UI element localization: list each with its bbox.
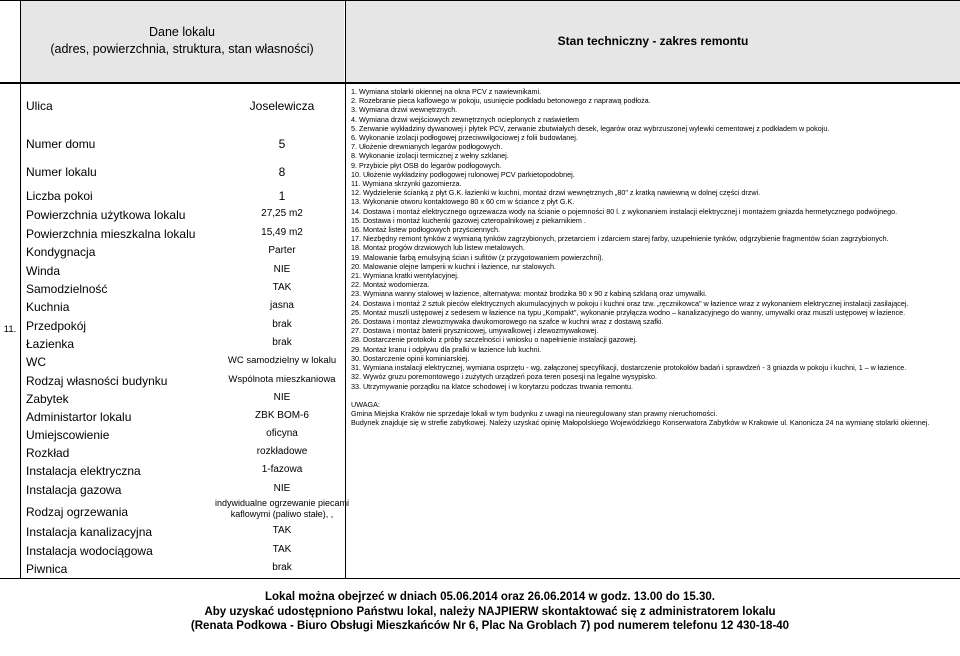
work-item: 5. Zerwanie wykładziny dywanowej i płytek PCV, zerwanie zbutwiałych desek, legarów oraz wybrzuszonej wylewki cementowej z podkładem w pokoju. [351, 123, 830, 133]
work-item: 23. Wymiana wanny stalowej w łazience, alternatywa: montaż brodzika 90 x 90 z kabiną szklaną oraz umywalki. [351, 289, 707, 299]
row-label: Zabytek [26, 392, 69, 406]
row-piwnica [22, 562, 346, 578]
work-item: 11. Wymiana skrzynki gazomierza. [351, 179, 462, 189]
row-number: 11. [3, 324, 17, 335]
footer-line: Aby uzyskać udostępniono Państwu lokal, należy NAJPIERW skontaktować się z administratorem lokalu [204, 605, 776, 618]
row-value: 15,49 m2 [261, 227, 303, 238]
work-item: 18. Montaż progów drzwiowych lub listew metalowych. [351, 243, 525, 253]
row-numer-domu [22, 137, 346, 155]
row-label: Liczba pokoi [26, 189, 93, 203]
note-line: Budynek znajduje się w strefie zabytkowej. Należy uzyskać opinię Małopolskiego Wojewódzkiego Konserwatora Zabytków w Krakowie ul. Kanonicza 24 na wymianę stolarki okiennej. [351, 418, 930, 428]
work-item: 12. Wydzielenie ścianką z płyt G.K. łazienki w kuchni, montaż drzwi wewnętrznych „80" z kratką nawiewną w dolnej części drzwi. [351, 188, 761, 198]
row-value: 8 [278, 165, 286, 179]
row-label: Powierzchnia mieszkalna lokalu [26, 227, 196, 241]
row-value: indywidualne ogrzewanie piecami kaflowymi (paliwo stałe), , [214, 498, 350, 519]
row-label: Instalacja kanalizacyjna [26, 525, 153, 539]
row-kuchnia [22, 300, 346, 318]
row-value: TAK [272, 282, 292, 293]
row-value: brak [272, 337, 292, 348]
note-line: Gmina Miejska Kraków nie sprzedaje lokali w tym budynku z uwagi na nieuregulowany stan prawny nieruchomości. [351, 409, 718, 419]
work-item: 19. Malowanie farbą emulsyjną ścian i sufitów (z przygotowaniem powierzchni). [351, 252, 604, 262]
grid-line [20, 0, 21, 578]
work-item: 31. Wymiana instalacji elektrycznej, wymiana osprzętu - wg. załączonej specyfikacji, dostarczenie protokołów badań i sprawdzeń - 3 gniazda w pokoju i kuchni, 1 – w łazience. [351, 363, 907, 373]
work-item: 13. Wykonanie otworu kontaktowego 80 x 60 cm w ściance z płyt G.K. [351, 197, 575, 207]
row-wc [22, 355, 346, 373]
work-item: 8. Wykonanie izolacji termicznej z wełny szklanej. [351, 151, 509, 161]
work-item: 15. Dostawa i montaż kuchenki gazowej czteropalnikowej z piekarnikiem . [351, 215, 586, 225]
row-value: rozkładowe [256, 446, 308, 457]
row-value: 1 [278, 189, 286, 203]
spacer [351, 391, 955, 400]
row-value: TAK [272, 544, 292, 555]
work-item: 25. Montaż muszli ustępowej z sedesem w łazience na typu „Kompakt", wykonanie przyłącza wodno – kanalizacyjnego do wanny, umywalki oraz muszli ustępowej w łazience. [351, 307, 906, 317]
row-value: NIE [273, 392, 291, 403]
row-label: Kondygnacja [26, 245, 96, 259]
row-label: Ulica [26, 99, 53, 113]
row-winda [22, 264, 346, 282]
row-label: Administartor lokalu [26, 410, 132, 424]
row-value: oficyna [266, 428, 298, 439]
row-numer-lokalu [22, 165, 346, 183]
row-value: 1-fazowa [261, 464, 303, 475]
work-item: 6. Wykonanie izolacji podłogowej przeciwwilgociowej z folii budowlanej. [351, 133, 578, 143]
row-value: Parter [268, 245, 296, 256]
row-pow-uzytkowa [22, 208, 346, 226]
row-label: Instalacja gazowa [26, 483, 122, 497]
row-label: Kuchnia [26, 300, 70, 314]
work-item: 29. Montaż kranu i odpływu dla pralki w łazience lub kuchni. [351, 344, 542, 354]
grid-line [0, 578, 960, 579]
row-value: 27,25 m2 [261, 208, 303, 219]
work-item: 7. Ułożenie drewnianych legarów podłogowych. [351, 142, 503, 152]
row-label: Rodzaj ogrzewania [26, 505, 129, 519]
row-label: Przedpokój [26, 319, 87, 333]
row-label: Piwnica [26, 562, 68, 576]
work-item: 24. Dostawa i montaż 2 sztuk pieców elektrycznych akumulacyjnych w pokoju i kuchni oraz tzw. „ręcznikowca" w łazience wraz z wykonaniem elektrycznej instalacji zasilającej. [351, 298, 909, 308]
row-label: Umiejscowienie [26, 428, 110, 442]
row-label: Rozkład [26, 446, 70, 460]
header-data-lokalu [20, 0, 344, 82]
grid-line [0, 0, 960, 1]
work-item: 21. Wymiana kratki wentylacyjnej. [351, 271, 459, 281]
row-label: Łazienka [26, 337, 75, 351]
work-item: 27. Dostawa i montaż baterii prysznicowej, umywalkowej i zlewozmywakowej. [351, 326, 599, 336]
work-item: 30. Dostarczenie opinii kominiarskiej. [351, 353, 470, 363]
row-inst-elektryczna [22, 464, 346, 482]
row-value: ZBK BOM-6 [255, 410, 309, 421]
row-value: TAK [272, 525, 292, 536]
work-item: 28. Dostarczenie protokołu z próby szczelności i wniosku o napełnienie instalacji gazowej. [351, 335, 638, 345]
row-label: Numer domu [26, 137, 96, 151]
row-label: Instalacja elektryczna [26, 464, 141, 478]
work-item: 3. Wymiana drzwi wewnętrznych. [351, 105, 458, 115]
work-item: 16. Montaż listew podłogowych przyściennych. [351, 225, 501, 235]
row-zabytek [22, 392, 346, 410]
header-stan-techniczny [346, 0, 960, 82]
work-item: 17. Niezbędny remont tynków z wymianą tynków zagrzybionych, przetarciem i zdarciem starej farby, uzupełnienie tynków, odgrzybienie fragmentów ścian zagrzybionych. [351, 234, 889, 244]
work-item: 1. Wymiana stolarki okiennej na okna PCV z nawiewnikami. [351, 87, 542, 96]
row-administrator [22, 410, 346, 428]
row-wodociag [22, 544, 346, 562]
header-title: Dane lokalu [148, 25, 215, 39]
row-label: Powierzchnia użytkowa lokalu [26, 208, 186, 222]
work-item: 9. Przybicie płyt OSB do legarów podłogowych. [351, 160, 502, 170]
work-item: 22. Montaż wodomierza. [351, 280, 430, 290]
row-label: Samodzielność [26, 282, 108, 296]
row-value: Joselewicza [249, 99, 315, 113]
row-umiejscowienie [22, 428, 346, 446]
work-item: 14. Dostawa i montaż elektrycznego ogrzewacza wody na ścianie o pojemności 80 l. z wykonaniem instalacji elektrycznej i montażem gniazda hermetycznego podwójnego. [351, 206, 898, 216]
row-ogrzewanie [22, 498, 350, 527]
note-title: UWAGA: [351, 399, 380, 409]
row-rozklad [22, 446, 346, 464]
work-item: 26. Dostawa i montaż zlewozmywaka dwukomorowego na szafce w kuchni wraz z dostawą szafki. [351, 317, 664, 327]
grid-line [0, 82, 960, 84]
header-subtitle: (adres, powierzchnia, struktura, stan własności) [50, 42, 314, 56]
work-item: 33. Utrzymywanie porządku na klatce schodowej i w korytarzu podczas trwania remontu. [351, 381, 634, 391]
row-value: NIE [273, 264, 291, 275]
row-label: Instalacja wodociągowa [26, 544, 153, 558]
row-pow-mieszkalna [22, 227, 346, 245]
row-value: jasna [270, 300, 294, 311]
work-item: 4. Wymiana drzwi wejściowych zewnętrznych ocieplonych z naświetlem [351, 114, 580, 124]
row-wlasnosc [22, 374, 346, 392]
footer-contact [20, 590, 960, 634]
row-value: WC samodzielny w lokalu [227, 355, 337, 366]
works-list [351, 87, 955, 428]
footer-line: (Renata Podkowa - Biuro Obsługi Mieszkańców Nr 6, Plac Na Groblach 7) pod numerem telefonu 12 430-18-40 [190, 620, 790, 632]
row-value: NIE [273, 483, 291, 494]
row-label: Rodzaj własności budynku [26, 374, 168, 388]
row-label: Winda [26, 264, 61, 278]
row-value: brak [272, 562, 292, 573]
row-kondygnacja [22, 245, 346, 263]
work-item: 2. Rozebranie pieca kaflowego w pokoju, usunięcie podkładu betonowego z naprawą podłoża. [351, 96, 651, 106]
work-item: 32. Wywóz gruzu poremontowego i zużytych urządzeń poza teren posesji na legalne wysypisko. [351, 372, 657, 382]
row-samodzielnosc [22, 282, 346, 300]
row-value: Wspólnota mieszkaniowa [228, 374, 336, 385]
row-ulica [22, 99, 346, 117]
work-item: 20. Malowanie olejne lamperii w kuchni i łazience, rur stalowych. [351, 261, 556, 271]
row-przedpokoj [22, 319, 346, 337]
row-value: brak [272, 319, 292, 330]
work-item: 10. Ułożenie wykładziny podłogowej rulonowej PCV parkietopodobnej. [351, 169, 575, 179]
row-label: Numer lokalu [26, 165, 97, 179]
row-label: WC [26, 355, 46, 369]
row-liczba-pokoi [22, 189, 346, 207]
row-lazienka [22, 337, 346, 355]
header-right-title: Stan techniczny - zakres remontu [557, 34, 749, 48]
footer-line: Lokal można obejrzeć w dniach 05.06.2014 oraz 26.06.2014 w godz. 13.00 do 15.30. [265, 591, 715, 603]
row-kanalizacja [22, 525, 346, 543]
row-value: 5 [278, 137, 286, 151]
